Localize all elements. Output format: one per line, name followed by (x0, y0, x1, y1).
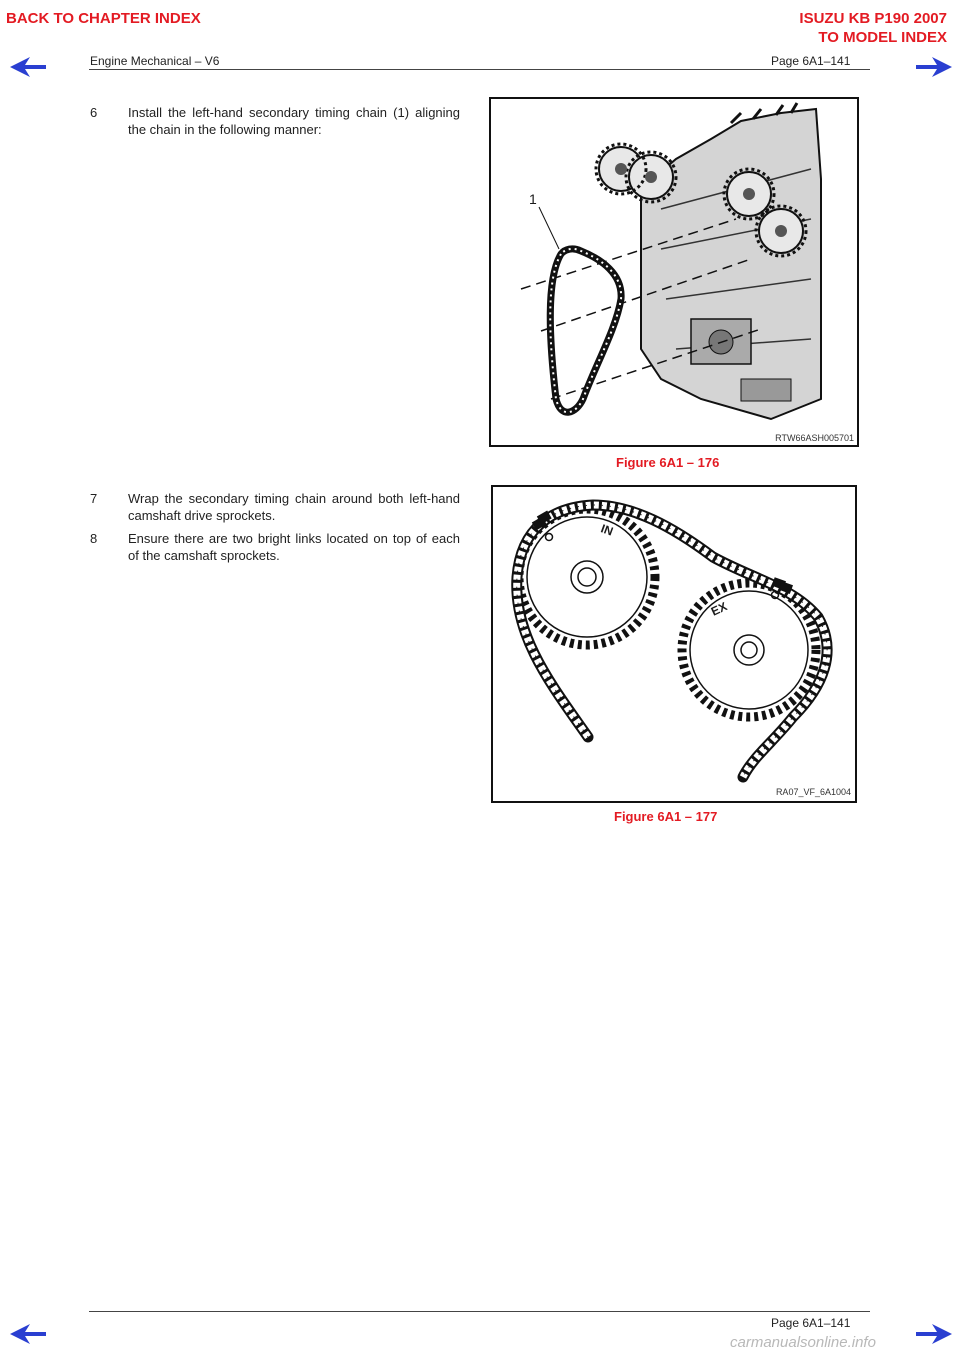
step-number: 7 (90, 491, 98, 506)
step-text: Install the left-hand secondary timing chain (1) aligning the chain in the following manner: (128, 105, 460, 137)
figure-177-code: RA07_VF_6A1004 (775, 787, 851, 797)
section-title: Engine Mechanical – V6 (90, 54, 220, 68)
step-6 (90, 104, 460, 138)
step-number: 6 (90, 105, 98, 120)
next-page-arrow-icon[interactable] (914, 56, 954, 78)
intake-mark: IN (598, 521, 616, 539)
step-number: 8 (90, 531, 98, 546)
engine-timing-chain-drawing (491, 99, 857, 445)
step-7 (90, 490, 460, 524)
footer-rule (89, 1311, 870, 1312)
figure-176-code: RTW66ASH005701 (775, 433, 854, 443)
footer-page-number: Page 6A1–141 (771, 1316, 851, 1330)
model-index-title[interactable]: ISUZU KB P190 2007 (799, 10, 947, 27)
previous-page-arrow-icon[interactable] (8, 1323, 48, 1345)
step-text: Ensure there are two bright links located on top of each of the camshaft sprockets. (128, 531, 460, 563)
callout-1: 1 (529, 191, 537, 207)
step-text: Wrap the secondary timing chain around both left-hand camshaft drive sprockets. (128, 491, 460, 523)
figure-177-caption: Figure 6A1 – 177 (614, 809, 718, 824)
figure-176-caption: Figure 6A1 – 176 (616, 455, 720, 470)
previous-page-arrow-icon[interactable] (8, 56, 48, 78)
header-rule (89, 69, 870, 70)
figure-176-illustration (489, 97, 859, 447)
step-8 (90, 530, 460, 564)
next-page-arrow-icon[interactable] (914, 1323, 954, 1345)
back-to-chapter-index-link[interactable]: BACK TO CHAPTER INDEX (6, 10, 201, 27)
watermark: carmanualsonline.info (730, 1334, 876, 1351)
to-model-index-link[interactable]: TO MODEL INDEX (818, 29, 947, 46)
figure-177-illustration (491, 485, 857, 803)
header-page-number: Page 6A1–141 (771, 54, 851, 68)
exhaust-mark: EX (708, 599, 730, 619)
camshaft-sprockets-drawing (493, 487, 855, 801)
